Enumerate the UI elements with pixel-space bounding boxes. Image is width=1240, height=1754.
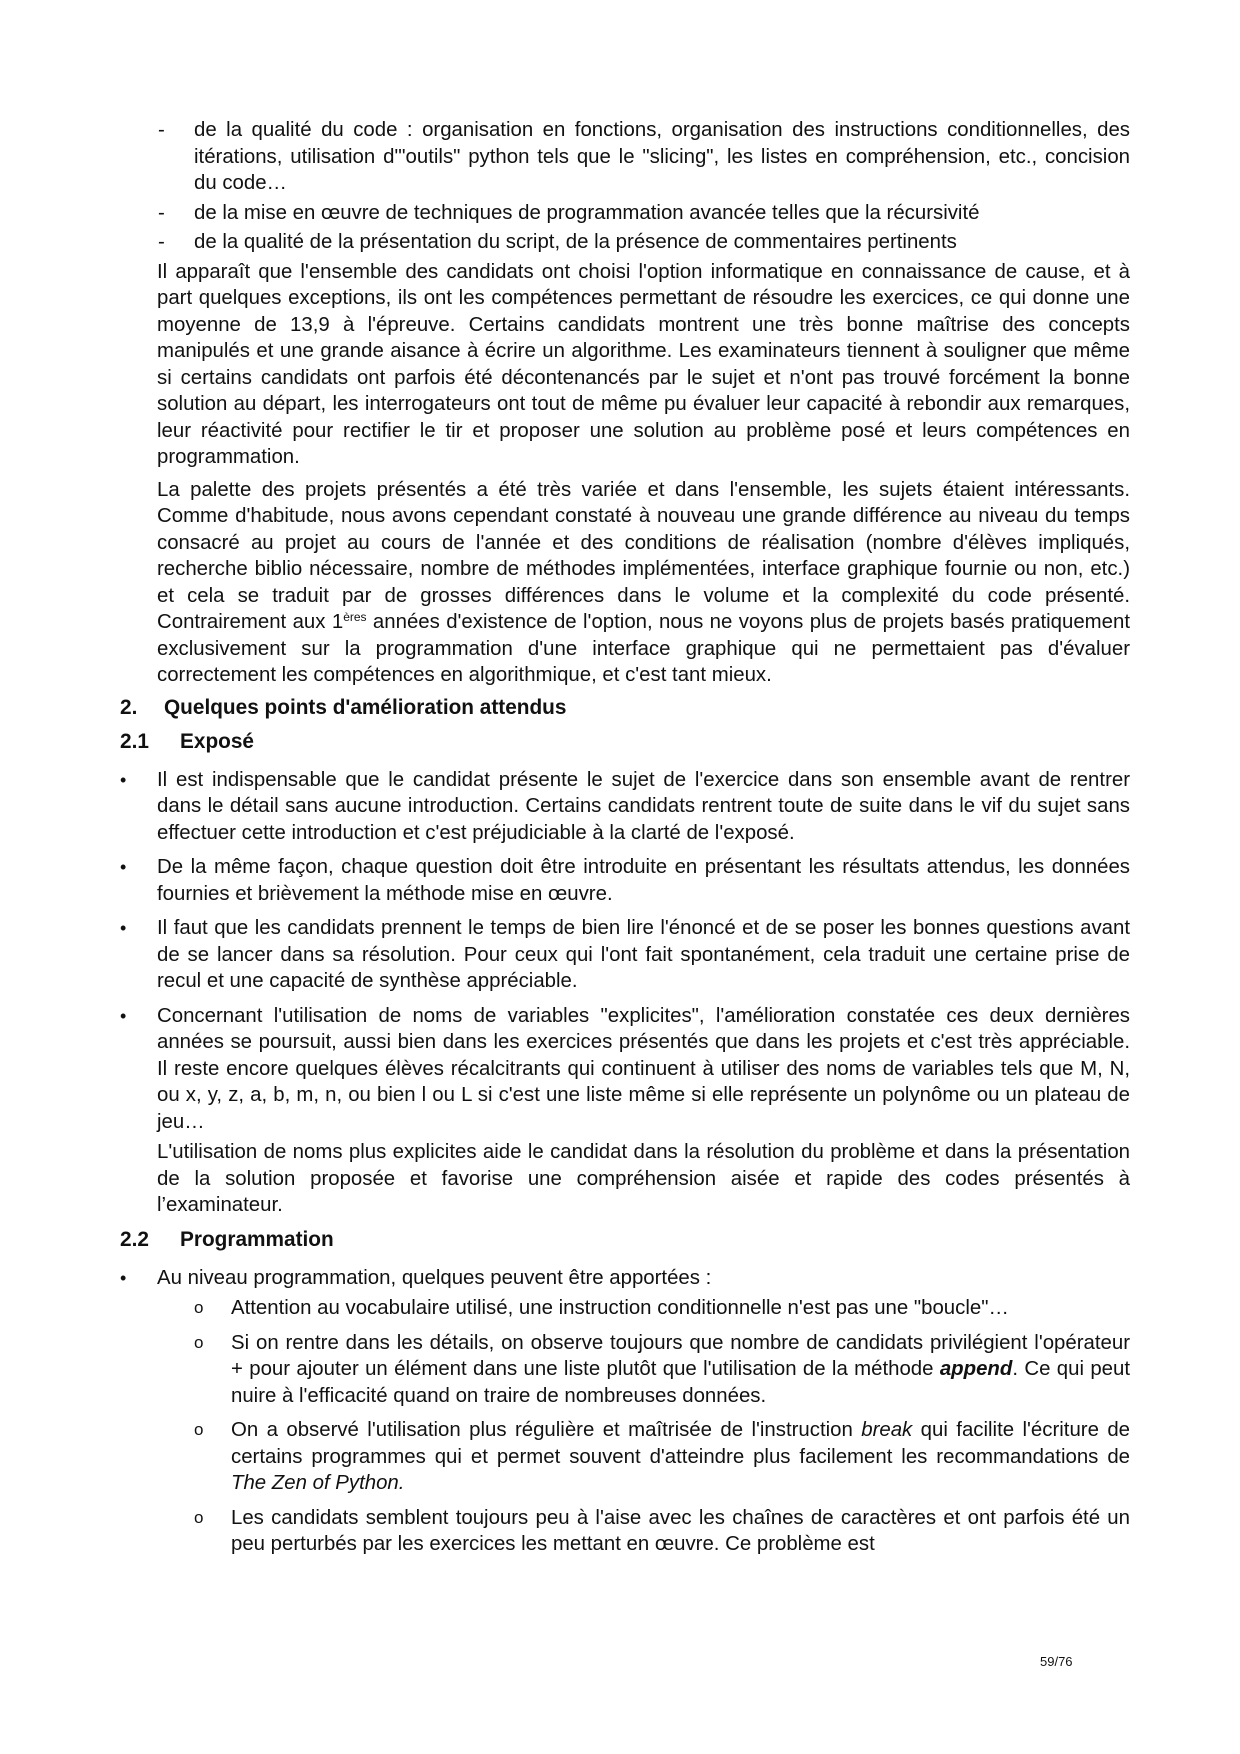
- sub-item-text: . Ce qui peut nuire à l'efficacité quand on traire de nombreuses données.: [231, 1358, 1130, 1407]
- paragraph-text: années d'existence de l'option, nous ne voyons plus de projets basés pratiquement exclusivement sur la programmation d'une interface graphique qui ne permettaient pas d'évaluer correctement les compétences en algorithmique, et c'est tant mieux.: [157, 611, 1130, 686]
- page-number: 59/76: [1040, 1654, 1073, 1669]
- sub-marker: o: [194, 1332, 204, 1352]
- sub-item: [120, 1330, 1130, 1410]
- sub-item-text: Les candidats semblent toujours peu à l'aise avec les chaînes de caractères et ont parfois été un peu perturbés par les exercices les mettant en œuvre. Ce problème est: [231, 1506, 1130, 1555]
- sub-marker: o: [194, 1420, 204, 1439]
- section-number: 2.: [120, 695, 138, 719]
- list-item-text: de la mise en œuvre de techniques de programmation avancée telles que la récursivité: [194, 201, 980, 224]
- bullet-text: Au niveau programmation, quelques peuvent être apportées :: [157, 1266, 712, 1289]
- sub-marker: o: [194, 1507, 204, 1527]
- bullet-item: [120, 767, 1130, 847]
- section-number: 2.1: [120, 729, 149, 753]
- bullet-marker: •: [120, 1267, 127, 1288]
- paragraph-projects: [120, 477, 1130, 689]
- bullet-text: De la même façon, chaque question doit être introduite en présentant les résultats attendus, les données fournies et brièvement la méthode mise en œuvre.: [157, 856, 1130, 905]
- bullet-text: Il faut que les candidats prennent le temps de bien lire l'énoncé et de se poser les bonnes questions avant de se lancer dans sa résolution. Pour ceux qui l'ont fait spontanément, cela traduit une certaine prise de recul et une capacité de synthèse appréciable.: [157, 917, 1130, 992]
- bullet-marker: •: [120, 857, 127, 877]
- document-page: [120, 117, 1130, 1566]
- bullet-item: [120, 915, 1130, 995]
- paragraph-evaluation: Il apparaît que l'ensemble des candidats ont choisi l'option informatique en connaissance de cause, et à part quelques exceptions, ils ont les compétences permettant de résoudre les exercices, ce qui donne une moyenne de 13,9 à l'épreuve. Certains candidats montrent une très bonne maîtrise des concepts manipulés et une grande aisance à écrire un algorithme. Les examinateurs tiennent à souligner que même si certains candidats ont parfois été décontenancés par le sujet et n'ont pas trouvé forcément la bonne solution au départ, les interrogateurs ont tout de même pu évaluer leur capacité à rebondir aux remarques, leur réactivité pour rectifier le tir et proposer une solution au problème posé et leurs compétences en programmation.: [157, 260, 1130, 468]
- code-term: break: [861, 1419, 913, 1441]
- dash-marker: -: [158, 119, 165, 141]
- list-item-text: de la qualité de la présentation du script, de la présence de commentaires pertinents: [194, 231, 957, 253]
- sub-item: [120, 1417, 1130, 1497]
- bullet-text: Il est indispensable que le candidat présente le sujet de l'exercice dans son ensemble avant de rentrer dans le détail sans aucune introduction. Certains candidats rentrent toute de suite dans le vif du sujet sans effectuer cette introduction et c'est préjudiciable à la clarté de l'exposé.: [157, 768, 1130, 844]
- sub-marker: o: [194, 1298, 204, 1317]
- bullet-item: [120, 1265, 1130, 1292]
- subsection-heading: [120, 729, 1130, 755]
- sub-item: [120, 1295, 1130, 1322]
- code-term: append: [939, 1358, 1013, 1380]
- superscript: ères: [343, 610, 367, 624]
- bullet-item: [120, 1003, 1130, 1136]
- subsection-heading: [120, 1227, 1130, 1253]
- section-number: 2.2: [120, 1227, 149, 1251]
- bullet-marker: •: [120, 769, 127, 790]
- bullet-item: [120, 854, 1130, 907]
- section-title: Quelques points d'amélioration attendus: [164, 695, 567, 719]
- paragraph-variables: L'utilisation de noms plus explicites aide le candidat dans la résolution du problème et dans la présentation de la solution proposée et favorise une compréhension aisée et rapide des codes présentés à l’examinateur.: [157, 1141, 1130, 1216]
- list-item: [120, 200, 1130, 227]
- sub-item-text: qui facilite l'écriture de certains programmes qui et permet souvent d'atteindre plus facilement les recommandations de: [231, 1419, 1131, 1468]
- reference-title: The Zen of Python.: [231, 1472, 405, 1494]
- section-title: Exposé: [180, 729, 254, 753]
- sub-item-text: On a observé l'utilisation plus régulière et maîtrisée de l'instruction: [231, 1419, 862, 1441]
- section-heading: [120, 695, 1130, 721]
- bullet-marker: •: [120, 918, 127, 938]
- list-item-text: de la qualité du code : organisation en fonctions, organisation des instructions conditionnelles, des itérations, utilisation d'"outils" python tels que le "slicing", les listes en compréhension, etc., concision du code…: [194, 119, 1130, 194]
- bullet-marker: •: [120, 1005, 127, 1026]
- paragraph-text: La palette des projets présentés a été très variée et dans l'ensemble, les sujets étaient intéressants. Comme d'habitude, nous avons cependant constaté à nouveau une grande différence au niveau du temps consacré au projet au cours de l'année et des conditions de réalisation (nombre d'élèves impliqués, recherche biblio nécessaire, nombre de méthodes implémentées, interface graphique fournie ou non, etc.) et cela se traduit par de grosses différences dans le volume et la complexité du code présenté. Contrairement aux 1: [157, 478, 1130, 633]
- sub-item-text: Si on rentre dans les détails, on observe toujours que nombre de candidats privilégient l'opérateur + pour ajouter un élément dans une liste plutôt que l'utilisation de la méthode: [231, 1331, 1130, 1380]
- bullet-text: Concernant l'utilisation de noms de variables "explicites", l'amélioration constatée ces deux dernières années se poursuit, aussi bien dans les exercices présentés que dans les projets et c'est très appréciable. Il reste encore quelques élèves récalcitrants qui continuent à utiliser des noms de variables tels que M, N, ou x, y, z, a, b, m, n, ou bien l ou L si c'est une liste même si elle représente un polynôme ou un plateau de jeu…: [157, 1004, 1130, 1133]
- dash-marker: -: [158, 201, 165, 224]
- section-title: Programmation: [180, 1227, 334, 1251]
- list-item: [120, 117, 1130, 197]
- dash-marker: -: [158, 231, 165, 253]
- sub-item: [120, 1505, 1130, 1558]
- list-item: [120, 229, 1130, 256]
- sub-item-text: Attention au vocabulaire utilisé, une instruction conditionnelle n'est pas une "boucle"…: [231, 1297, 1009, 1319]
